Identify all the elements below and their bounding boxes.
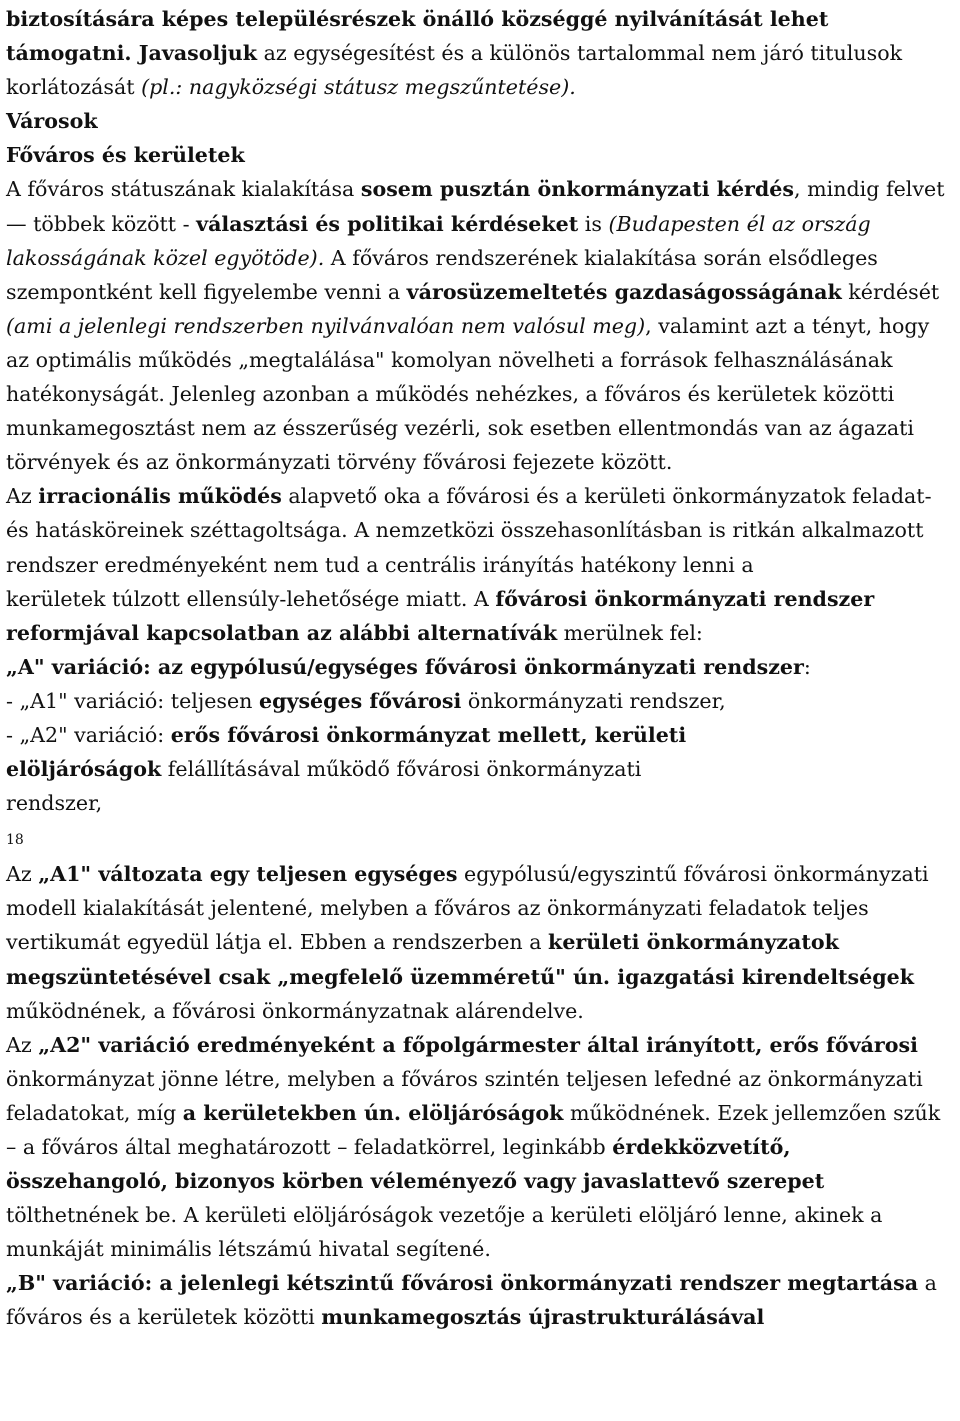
bold-text: sosem pusztán önkormányzati kérdés: [360, 177, 795, 202]
bold-text: érdekközvetítő, összehangoló, bizonyos körben véleményező vagy javaslattevő szerepet: [6, 1135, 825, 1194]
italic-text: (pl.: nagyközségi státusz megszűntetése).: [141, 75, 576, 100]
bold-text: erős fővárosi önkormányzat mellett, kerületi: [170, 722, 687, 747]
text-run: , mindig felvet — többek között -: [6, 177, 945, 236]
text-run: , valamint azt a tényt, hogy az optimális működés „megtalálása" komolyan növelheti a források felhasználásának hatékonyságát. Jelenleg azonban a működés nehézkes, a főváros és kerületek közötti munkamegosztást nem az ésszerűség vezérli, sok esetben ellentmondás van az ágazati törvények és az önkormányzati törvény fővárosi fejezete között.: [6, 313, 930, 475]
bold-text: egységes fővárosi: [258, 688, 462, 713]
bold-text: Városok: [6, 109, 98, 134]
paragraph: [6, 752, 956, 786]
paragraph: [6, 479, 956, 581]
text-run: 18: [6, 832, 24, 849]
paragraph: [6, 1028, 956, 1267]
text-run: Az: [6, 484, 39, 509]
page-number: [6, 820, 956, 857]
text-run: tölthetnének be. A kerületi elöljáróságok vezetője a kerületi elöljáró lenne, akinek a munkáját minimális létszámú hivatal segítené.: [6, 1203, 883, 1262]
document-body: [6, 2, 956, 1335]
text-run: kérdését: [841, 279, 940, 304]
bold-text: „A1" változata egy teljesen egységes: [38, 862, 458, 887]
text-run: - „A2" variáció:: [6, 722, 171, 747]
paragraph: [6, 172, 956, 479]
text-run: önkormányzati rendszer,: [461, 688, 726, 713]
bold-text: a kerületekben ún. elöljáróságok: [182, 1100, 564, 1125]
text-run: is: [578, 211, 609, 236]
paragraph: [6, 684, 956, 718]
text-run: egypólusú/egyszintű fővárosi önkormányzati modell kialakítását jelentené, melyben a főváros az önkormányzati feladatok teljes vertikumát egyedül látja el. Ebben a rendszerben a: [6, 862, 929, 955]
bold-text: elöljáróságok: [6, 757, 162, 782]
bold-text: biztosítására képes településrészek önálló községgé nyilvánítását lehet támogatni.: [6, 7, 829, 66]
text-run: A főváros státuszának kialakítása: [6, 177, 361, 202]
paragraph: [6, 718, 956, 752]
text-run: A főváros rendszerének kialakítása során elsődleges szempontként kell figyelembe venni a: [6, 245, 878, 304]
text-run: az egységesítést és a különös tartalommal nem járó titulusok korlátozását: [6, 41, 903, 100]
bold-text: fővárosi önkormányzati rendszer reformjával kapcsolatban az alábbi alternatívák: [6, 586, 875, 645]
italic-text: (Budapesten él az ország lakosságának közel egyötöde).: [6, 211, 871, 270]
paragraph: [6, 786, 956, 820]
paragraph: [6, 650, 956, 684]
italic-text: (ami a jelenlegi rendszerben nyilvánvalóan nem valósul meg): [6, 313, 646, 338]
text-run: merülnek fel:: [557, 620, 703, 645]
text-run: működnének. Ezek jellemzően szűk – a főváros által meghatározott – feladatkörrel, leginkább: [6, 1100, 941, 1159]
text-run: kerületek túlzott ellensúly-lehetősége miatt. A: [6, 586, 496, 611]
text-run: rendszer,: [6, 791, 103, 816]
text-run: - „A1" variáció: teljesen: [6, 688, 259, 713]
bold-text: Főváros és kerületek: [6, 143, 245, 168]
bold-text: „B" variáció: a jelenlegi kétszintű fővárosi önkormányzati rendszer megtartása: [6, 1271, 919, 1296]
text-run: felállításával működő fővárosi önkormányzati: [161, 757, 642, 782]
text-run: működnének, a fővárosi önkormányzatnak alárendelve.: [6, 998, 584, 1023]
bold-text: „A" variáció: az egypólusú/egységes fővárosi önkormányzati rendszer: [6, 654, 804, 679]
section-heading: [6, 138, 956, 172]
text-run: Az: [6, 1032, 39, 1057]
text-run: alapvető oka a fővárosi és a kerületi önkormányzatok feladat- és hatásköreinek széttagoltsága. A nemzetközi összehasonlításban is ritkán alkalmazott rendszer eredményeként nem tud a centrális irányítás hatékony lenni a: [6, 484, 932, 577]
paragraph: [6, 1266, 956, 1334]
bold-text: Javasoljuk: [138, 41, 258, 66]
bold-text: választási és politikai kérdéseket: [196, 211, 579, 236]
paragraph: [6, 857, 956, 1027]
text-run: a főváros és a kerületek közötti: [6, 1271, 937, 1330]
bold-text: kerületi önkormányzatok megszüntetésével csak „megfelelő üzemméretű" ún. igazgatási kirendeltségek: [6, 930, 915, 989]
bold-text: városüzemeltetés gazdaságosságának: [406, 279, 842, 304]
bold-text: munkamegosztás újrastrukturálásával: [321, 1305, 765, 1330]
text-run: önkormányzat jönne létre, melyben a főváros szintén teljesen lefedné az önkormányzati feladatokat, míg: [6, 1066, 923, 1125]
text-run: :: [803, 654, 811, 679]
text-run: Az: [6, 862, 39, 887]
paragraph: [6, 2, 956, 104]
section-heading: [6, 104, 956, 138]
bold-text: „A2" variáció eredményeként a főpolgármester által irányított, erős fővárosi: [38, 1032, 918, 1057]
paragraph: [6, 582, 956, 650]
bold-text: irracionális működés: [38, 484, 282, 509]
